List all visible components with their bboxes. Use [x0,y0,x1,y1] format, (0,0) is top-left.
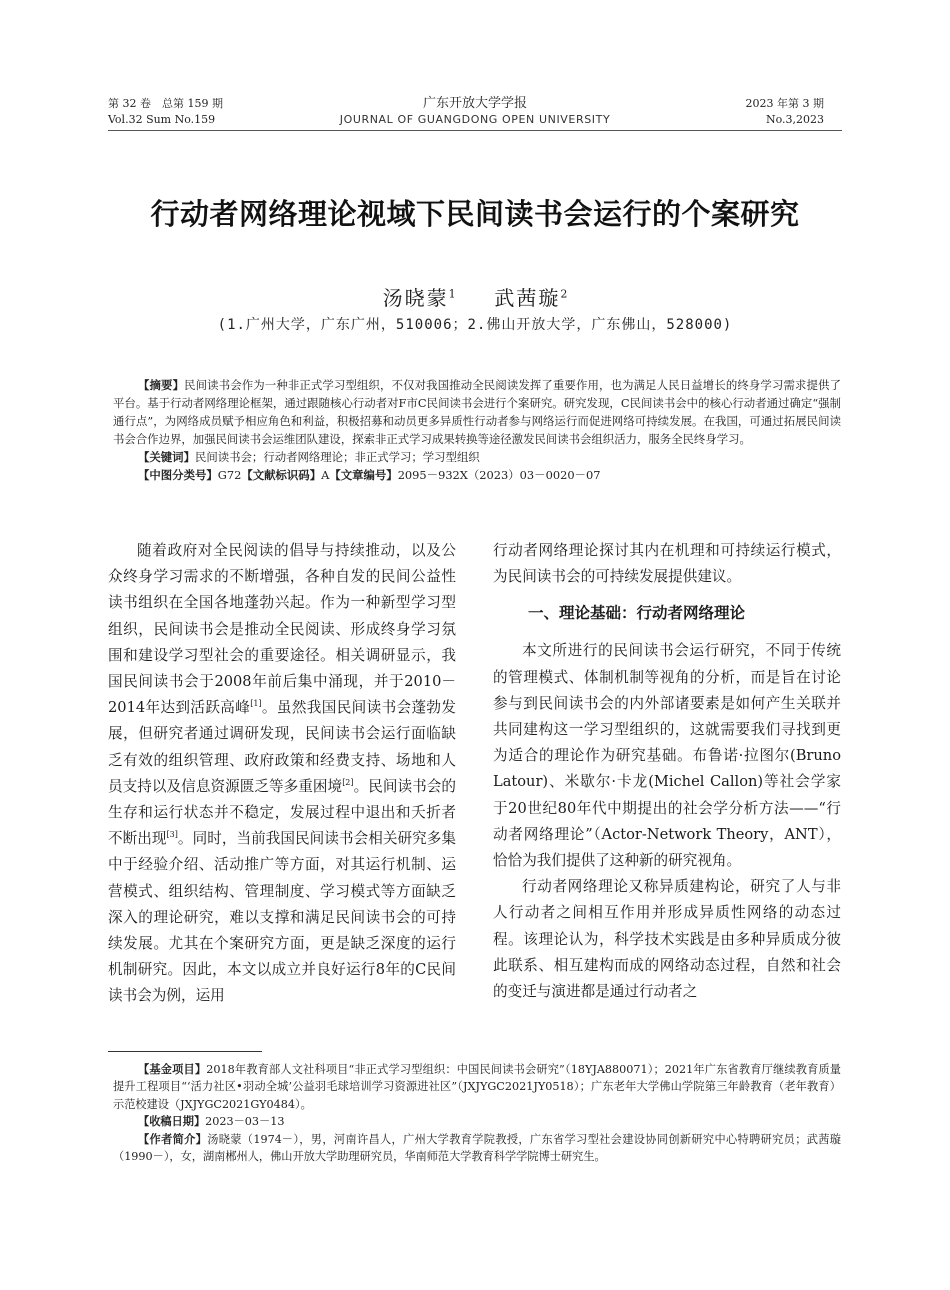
intro-text-4: 。同时，当前我国民间读书会相关研究多集中于经验介绍、活动推广等方面，对其运行机制、运营模式、组织结构、管理制度、学习模式等方面缺乏深入的理论研究，难以支撑和满足民间读书会的可持续发展。尤其在个案研究方面，更是缺乏深度的运行机制研究。因此，本文以成立并良好运行8年的C民间读书会为例，运用 [108,830,456,1005]
intro-continuation: 行动者网络理论探讨其内在机理和可持续运行模式，为民间读书会的可持续发展提供建议。 [493,542,841,586]
header-volume-en: Vol.32 Sum No.159 [108,113,216,126]
received-date [113,1113,841,1130]
abstract-label: 【摘要】 [138,378,185,392]
clc-label: 【中图分类号】 [138,468,218,482]
journal-name-en: JOURNAL OF GUANGDONG OPEN UNIVERSITY [339,113,611,126]
clc-value: G72 [217,468,242,482]
theory-paragraph-1: 本文所进行的民间读书会运行研究，不同于传统的管理模式、体制机制等视角的分析，而是旨在讨论参与到民间读书会的内外部诸要素是如何产生关联并共同建构这一学习型组织的，这就需要我们寻找到更为适合的理论作为研究基础。布鲁诺·拉图尔(Bruno Latour)、米歇尔·卡龙(Michel Callon)等社会学家于20世纪80年代中期提出的社会学分析方法——“行动者网络理论”（Actor-Network Theory，ANT），恰恰为我们提供了这种新的研究视角。 [493,642,841,870]
abstract [113,376,841,448]
section-heading-1: 一、理论基础：行动者网络理论 [528,604,746,623]
intro-paragraph [108,538,456,1010]
received-value: 2023－03－13 [205,1115,285,1129]
author-1-affil-mark: 1 [448,287,456,301]
paper-title: 行动者网络理论视域下民间读书会运行的个案研究 [150,197,800,231]
header-volume-cn: 第 32 卷 总第 159 期 [108,97,223,110]
article-number-value: 2095－932X（2023）03－0020－07 [397,468,601,482]
author-1: 汤晓蒙 [382,286,449,310]
journal-name-cn: 广东开放大学学报 [422,96,527,111]
doc-code-label: 【文献标识码】 [241,468,322,482]
header-issue [746,96,824,128]
classification [113,466,841,484]
footnotes [113,1061,841,1165]
author-2-affil-mark: 2 [560,287,568,301]
header-issue-en: No.3,2023 [765,113,824,126]
author-bio-label: 【作者简介】 [138,1132,208,1146]
header-issue-cn: 2023 年第 3 期 [745,97,824,110]
header-rule [108,130,842,131]
body-column-left [108,538,456,1010]
footnote-rule [108,1051,262,1052]
article-number-label: 【文章编号】 [329,468,398,482]
affiliations: (1.广州大学，广东广州，510006；2.佛山开放大学，广东佛山，528000) [217,317,733,333]
intro-text-3: 。民间读书会的生存和运行状态并不稳定，发展过程中退出和夭折者不断出现 [108,777,456,848]
author-bio-text: 汤晓蒙（1974－），男，河南许昌人，广州大学教育学院教授，广东省学习型社会建设协同创新研究中心特聘研究员；武茜璇（1990－），女，湖南郴州人，佛山开放大学助理研究员，华南师范大学教育科学学院博士研究生。 [113,1132,841,1164]
doc-code-value: A [321,468,330,482]
abstract-text: 民间读书会作为一种非正式学习型组织，不仅对我国推动全民阅读发挥了重要作用，也为满足人民日益增长的终身学习需求提供了平台。基于行动者网络理论框架，通过跟随核心行动者对F市C民间读书会进行个案研究。研究发现，C民间读书会中的核心行动者通过确定“强制通行点”，为网络成员赋予相应角色和利益，积极招募和动员更多异质性行动者参与网络运行而促进网络可持续发展。在我国，可通过拓展民间读书会合作边界，加强民间读书会运维团队建设，探索非正式学习成果转换等途径激发民间读书会组织活力，服务全民终身学习。 [113,378,841,446]
citation-2[interactable]: [2] [342,777,354,787]
intro-text-1: 随着政府对全民阅读的倡导与持续推动，以及公众终身学习需求的不断增强，各种自发的民间公益性读书组织在全国各地蓬勃兴起。作为一种新型学习型组织，民间读书会是推动全民阅读、形成终身学习氛围和建设学习型社会的重要途径。相关调研显示，我国民间读书会于2008年前后集中涌现，并于2010－2014年达到活跃高峰 [108,542,456,717]
received-label: 【收稿日期】 [138,1115,206,1129]
abstract-block [113,376,841,484]
funding-note [113,1061,841,1113]
funding-text: 2018年教育部人文社科项目“非正式学习型组织：中国民间读书会研究”（18YJA880071）；2021年广东省教育厅继续教育质量提升工程项目“‘活力社区•羽动全城’公益羽毛球培训学习资源进社区”（JXJYGC2021JY0518）；广东老年大学佛山学院第三年龄教育（老年教育）示范校建设（JXJYGC2021GY0484）。 [113,1063,841,1111]
keywords [113,448,841,466]
body-column-right [493,538,841,1005]
author-bio [113,1131,841,1166]
citation-1[interactable]: [1] [250,699,262,709]
keywords-text: 民间读书会；行动者网络理论；非正式学习；学习型组织 [194,450,480,464]
intro-text-2: 。虽然我国民间读书会蓬勃发展，但研究者通过调研发现，民间读书会运行面临缺乏有效的组织管理、政府政策和经费支持、场地和人员支持以及信息资源匮乏等多重困境 [108,699,456,795]
keywords-label: 【关键词】 [138,450,195,464]
author-2: 武茜璇 [494,286,561,310]
citation-3[interactable]: [3] [166,830,178,840]
funding-label: 【基金项目】 [138,1063,207,1076]
author-line [0,282,950,311]
theory-paragraph-2: 行动者网络理论又称异质建构论，研究了人与非人行动者之间相互作用并形成异质性网络的动态过程。该理论认为，科学技术实践是由多种异质成分彼此联系、相互建构而成的网络动态过程，自然和社会的变迁与演进都是通过行动者之 [493,878,841,1001]
